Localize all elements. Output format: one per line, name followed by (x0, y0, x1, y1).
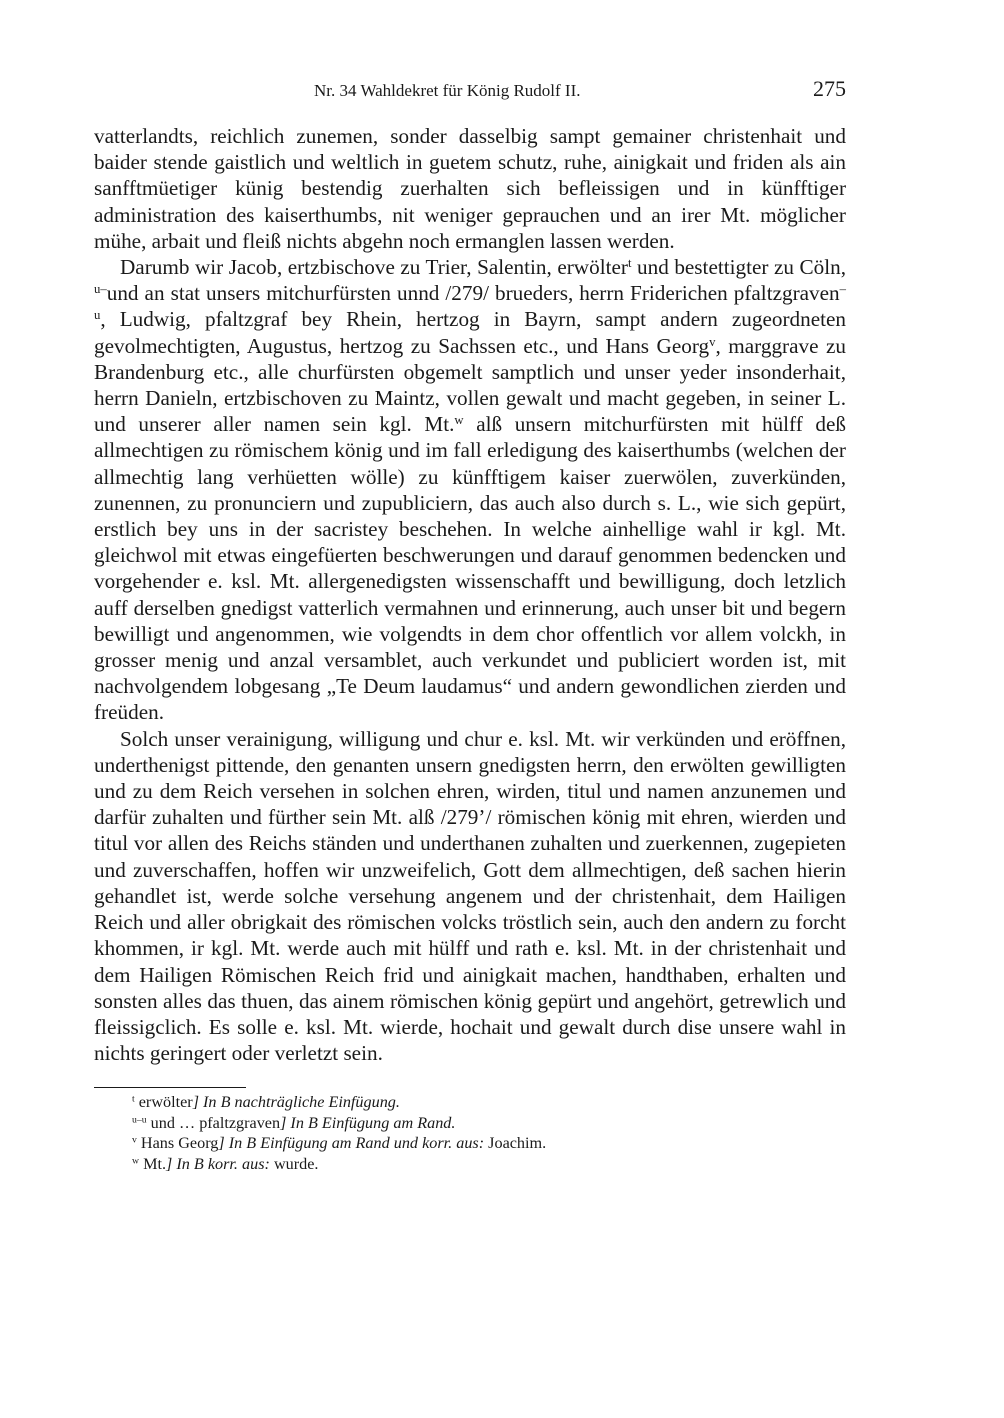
footnote-separator (94, 1087, 246, 1088)
body-text (94, 123, 846, 1066)
footnote-reference: t (627, 256, 632, 271)
text-run: alß unsern mitchurfürsten mit hülff deß allmechtigen zu römischem könig und im fall erledigung des kaiserthumbs (welchen der allmechtig lang verhüetten wölle) zu künfftigem kaiser zuerwölen, zuverkünden, zunennen, zu pronunciern und zupubliciern, das auch also durch s. L., wie sich gepürt, erstlich bey uns in der sacristey beschehen. In welche ainhellige wahl ir kgl. Mt. gleichwol mit etwas eingefüerten beschwerungen und darauf genommen bedencken und vorgehender e. ksl. Mt. allergenedigsten wissenschafft und bewilligung, doch letzlich auff derselben gnedigst vatterlich vermahnen und erinnerung, auch unser bit und begern bewilligt und angenommen, wie volgendts in dem chor offentlich vor allem volckh, in grosser menig und anzal versamblet, auch verkundet und publiciert worden ist, mit nachvolgendem lobgesang „Te Deum laudamus“ und andern gewondlichen zierden und freüden. (94, 412, 846, 725)
footnote (94, 1092, 846, 1113)
running-title: Nr. 34 Wahldekret für König Rudolf II. (314, 81, 581, 100)
footnote-text: erwölter (134, 1093, 193, 1112)
footnote-mark: w (132, 1155, 140, 1167)
footnote (94, 1133, 846, 1154)
footnote-text: Hans Georg (136, 1134, 219, 1153)
footnotes (94, 1092, 846, 1174)
page (94, 76, 846, 1174)
footnote-apparatus: ] In B nachträgliche Einfügung. (192, 1093, 400, 1112)
footnote-mark: u–u (132, 1114, 147, 1126)
footnote-reference: –u (94, 282, 846, 323)
footnote-apparatus: ] In B korr. aus: (166, 1154, 270, 1173)
paragraph (94, 123, 846, 254)
text-run: und an stat unsers mitchurfürsten unnd /279/ brueders, herrn Friderichen pfaltzgraven (106, 281, 840, 306)
footnote-text: Joachim. (484, 1134, 547, 1153)
text-run: , Ludwig, pfaltzgraf bey Rhein, hertzog in Bayrn, sampt andern zugeordneten gevolmechtigten, Augustus, hertzog zu Sachssen etc., und Hans Georg (94, 307, 846, 358)
text-run: vatterlandts, reichlich zunemen, sonder dasselbig sampt gemainer christenhait und baider stende gaistlich und weltlich in guetem schutz, ruhe, ainigkait und friden als ain sanfftmüetiger künig bestendig zuerhalten sich befleissigen und in künfftiger administration des kaiserthumbs, nit weniger geprauchen und an irer Mt. möglicher mühe, arbait und fleiß nichts abgehn noch ermanglen lassen werden. (94, 124, 846, 253)
footnote-apparatus: ] In B Einfügung am Rand und korr. aus: (218, 1134, 485, 1153)
footnote-mark: v (132, 1134, 137, 1146)
page-number: 275 (813, 76, 846, 101)
text-run: und bestettigter zu Cöln, (631, 255, 846, 280)
paragraph (94, 254, 846, 726)
text-run: , marggrave zu Brandenburg etc., alle churfürsten obgemelt samptlich und unser yeder insonderhait, herrn Danieln, ertzbischoven zu Maintz, vollen gewalt und macht gegeben, in seiner L. und unserer aller namen sein kgl. Mt. (94, 333, 846, 437)
footnote-text: und … pfaltzgraven (146, 1113, 281, 1132)
paragraph (94, 726, 846, 1067)
text-run: Solch unser verainigung, willigung und chur e. ksl. Mt. wir verkünden und eröffnen, underthenigst pittende, den genanten unsern gnedigsten herrn, den erwölten gewilligten und zu dem Reich versehen in solchen ehren, wirden, titul und namen anzunemen und darfür zuhalten und fürther sein Mt. alß /279’/ römischen könig mit ehren, wierden und titul vor allen des Reichs ständen und underthanen zuhalten und zuerkennen, zugepieten und zuverschaffen, hoffen wir unzweifelich, Gott dem allmechtigen, deß sachen hierin gehandlet ist, werde solche versehung angenem und der christenhait, dem Hailigen Reich und aller obrigkait des römischen volcks tröstlich sein, auch den andern zu forcht khommen, ir kgl. Mt. werde auch mit hülff und rath e. ksl. Mt. in der christenhait und dem Hailigen Römischen Reich frid und ainigkait machen, handthaben, erhalten und sonsten alles das thuen, das ainem römischen könig gepürt und angehört, getrewlich und fleissigclich. Es solle e. ksl. Mt. wierde, hochait und gewalt durch dise unsere wahl in nichts geringert oder verletzt sein. (94, 726, 846, 1066)
footnote-mark: t (132, 1093, 135, 1105)
footnote-reference: u– (94, 282, 107, 297)
footnote-reference: v (709, 334, 716, 349)
footnote-reference: w (454, 413, 464, 428)
footnote-text: Mt. (139, 1154, 167, 1173)
footnote-apparatus: ] In B Einfügung am Rand. (280, 1113, 456, 1132)
footnote-text: wurde. (269, 1154, 319, 1173)
running-header (94, 76, 846, 108)
footnote (94, 1113, 846, 1134)
footnote (94, 1154, 846, 1175)
text-run: Darumb wir Jacob, ertzbischove zu Trier, Salentin, erwölter (120, 255, 628, 280)
